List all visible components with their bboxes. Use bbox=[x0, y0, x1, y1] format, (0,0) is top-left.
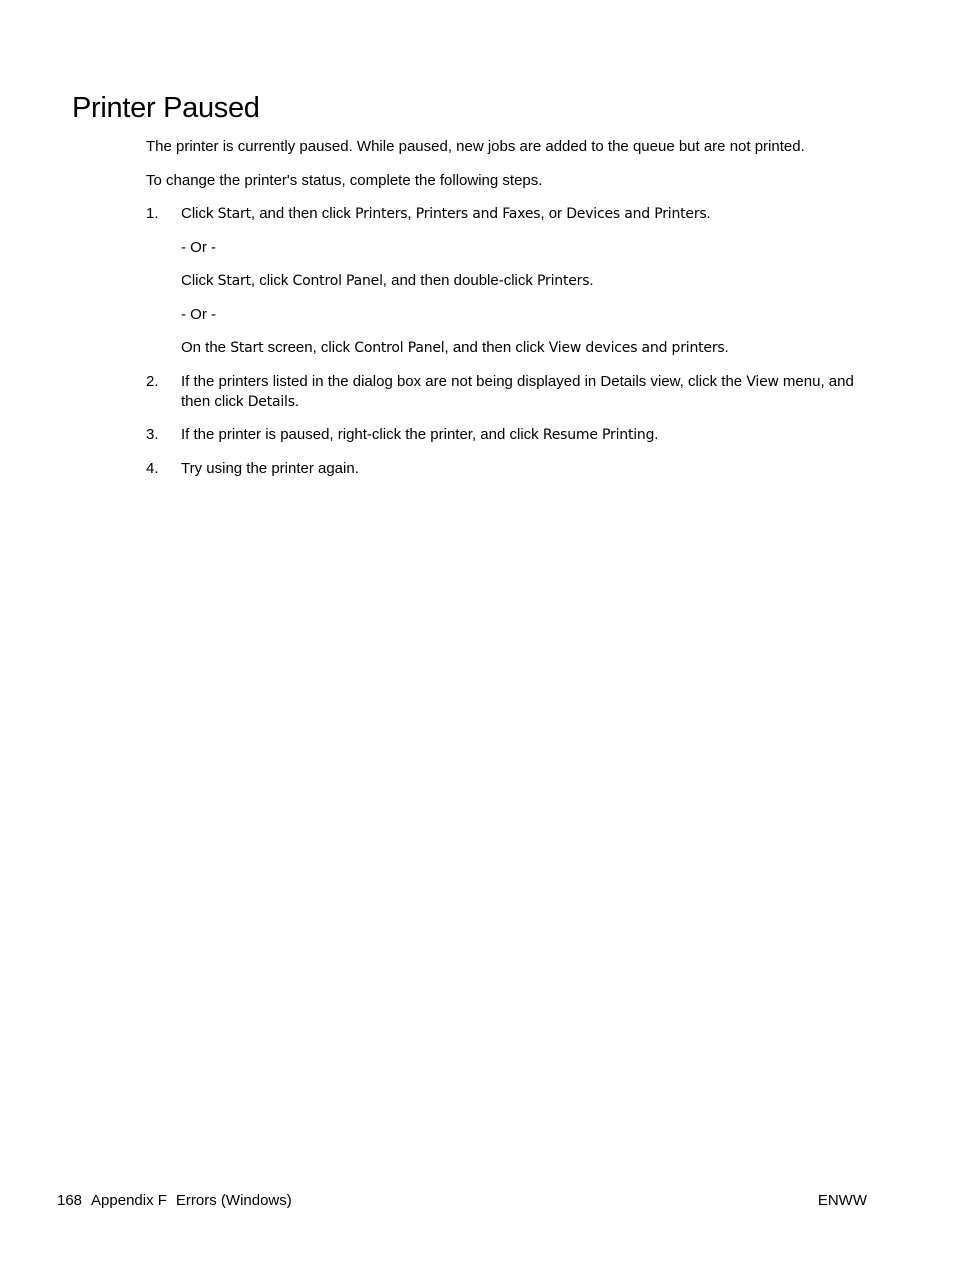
ui-term-details: Details bbox=[247, 393, 295, 410]
ui-term-start: Start bbox=[217, 273, 251, 289]
step-line bbox=[181, 204, 866, 224]
page-title: Printer Paused bbox=[72, 92, 260, 124]
step-text: menu, and then click bbox=[181, 372, 854, 410]
step-line bbox=[181, 459, 866, 479]
or-separator: - Or - bbox=[181, 238, 216, 256]
ui-term-start: Start bbox=[230, 340, 264, 356]
step-4 bbox=[146, 459, 866, 479]
ui-term-control-panel: Control Panel bbox=[354, 340, 445, 356]
step-line bbox=[181, 372, 866, 412]
ui-term-devices-and-printers: Devices and Printers bbox=[566, 206, 707, 222]
ui-term-resume-printing: Resume Printing bbox=[542, 427, 655, 443]
ui-term-printers-and-faxes: Printers and Faxes bbox=[415, 206, 541, 222]
step-text: Click bbox=[181, 272, 218, 289]
step-text: , and then click bbox=[444, 339, 549, 356]
step-text: Click bbox=[181, 205, 218, 222]
step-3 bbox=[146, 425, 866, 445]
footer-right: ENWW bbox=[817, 1192, 867, 1209]
step-line bbox=[181, 271, 866, 291]
intro-paragraph: The printer is currently paused. While paused, new jobs are added to the queue but are not printed. bbox=[146, 138, 805, 155]
step-text: . bbox=[294, 392, 300, 410]
step-2 bbox=[146, 372, 866, 412]
step-number: 4. bbox=[146, 459, 159, 477]
step-text: , bbox=[407, 205, 416, 222]
step-text: . bbox=[706, 205, 711, 222]
step-text: If the printers listed in the dialog box are not being displayed in Details view, click the bbox=[181, 372, 747, 390]
page-content bbox=[146, 137, 866, 492]
step-line bbox=[181, 425, 866, 445]
step-text: . bbox=[724, 339, 729, 356]
step-text: , and then double-click bbox=[382, 272, 538, 289]
step-text: , or bbox=[540, 205, 567, 222]
step-text: . bbox=[589, 272, 594, 289]
step-number: 3. bbox=[146, 426, 159, 443]
step-text: screen, click bbox=[263, 339, 355, 356]
step-number: 2. bbox=[146, 372, 159, 390]
steps-list bbox=[146, 204, 866, 479]
footer-left bbox=[57, 1191, 301, 1211]
step-number: 1. bbox=[146, 205, 159, 222]
step-1 bbox=[146, 204, 866, 358]
step-text: , and then click bbox=[250, 205, 356, 222]
footer-section: Appendix F bbox=[91, 1192, 167, 1209]
step-text: . bbox=[654, 426, 659, 443]
footer-page-number: 168 bbox=[57, 1192, 83, 1209]
step-text: If the printer is paused, right-click the printer, and click bbox=[181, 426, 543, 443]
footer-chapter: Errors (Windows) bbox=[175, 1192, 292, 1209]
step-text: On the bbox=[181, 339, 231, 356]
step-line bbox=[181, 338, 866, 358]
ui-term-control-panel: Control Panel bbox=[292, 273, 383, 289]
step-text: , click bbox=[250, 272, 293, 289]
or-separator: - Or - bbox=[181, 305, 216, 323]
ui-term-printers: Printers bbox=[537, 273, 590, 289]
ui-term-view-devices-and-printers: View devices and printers bbox=[548, 340, 725, 356]
ui-term-view: View bbox=[746, 373, 779, 390]
step-text: Try using the printer again. bbox=[181, 459, 359, 477]
ui-term-start: Start bbox=[217, 206, 251, 222]
intro-paragraph: To change the printer's status, complete the following steps. bbox=[146, 171, 543, 189]
ui-term-printers: Printers bbox=[355, 206, 408, 222]
